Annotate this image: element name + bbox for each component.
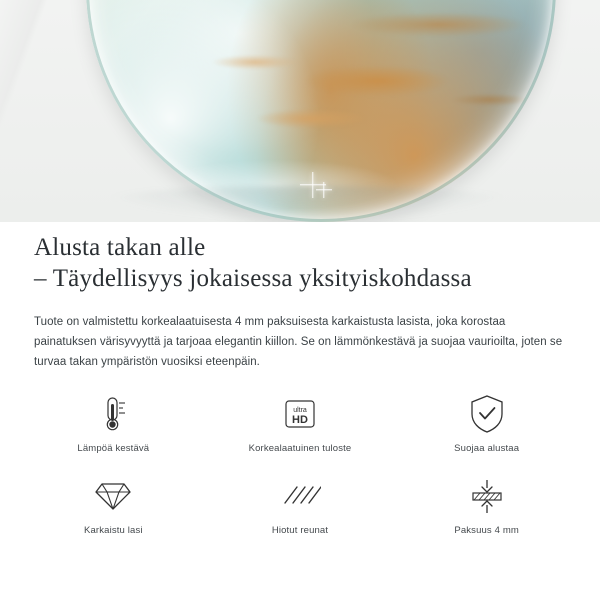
- feature-label: Suojaa alustaa: [454, 443, 520, 454]
- shield-check-icon: [468, 392, 506, 436]
- feature-grid: [20, 392, 580, 552]
- thermometer-icon: [96, 392, 130, 436]
- plate-shadow: [92, 186, 522, 222]
- feature-label: Paksuus 4 mm: [454, 525, 519, 536]
- feature-label: Karkaistu lasi: [84, 525, 143, 536]
- feature-label: Hiotut reunat: [271, 525, 329, 536]
- page-title: [34, 232, 570, 294]
- hero-image: [0, 0, 600, 222]
- text-content: [34, 232, 570, 372]
- thickness-icon: [467, 474, 507, 518]
- feature-surface-protection: [393, 392, 580, 470]
- svg-text:ultra: ultra: [293, 407, 307, 414]
- polished-edges-icon: [279, 474, 321, 518]
- feature-label: Korkealaatuinen tuloste: [248, 443, 352, 454]
- headline-line-1: Alusta takan alle: [34, 234, 206, 261]
- svg-text:HD: HD: [292, 414, 308, 426]
- feature-print-quality: [207, 392, 394, 470]
- diamond-icon: [92, 474, 134, 518]
- feature-polished-edges: [207, 474, 394, 552]
- feature-thickness: [393, 474, 580, 552]
- feature-tempered-glass: [20, 474, 207, 552]
- feature-heat-resistant: [20, 392, 207, 470]
- feature-label: Lämpöä kestävä: [77, 443, 150, 454]
- body-text: Tuote on valmistettu korkealaatuisesta 4 mm paksuisesta karkaistusta lasista, joka korostaa painatuksen värisyvyyttä ja tarjoaa elegantin kiillon. Se on lämmönkestävä ja suojaa vaurioilta, joten se turvaa takan ympäristön vuosiksi eteenpäin.: [34, 316, 563, 368]
- ultra-hd-icon: [281, 392, 319, 436]
- headline-line-2: – Täydellisyys jokaisessa yksityiskohdassa: [34, 265, 472, 292]
